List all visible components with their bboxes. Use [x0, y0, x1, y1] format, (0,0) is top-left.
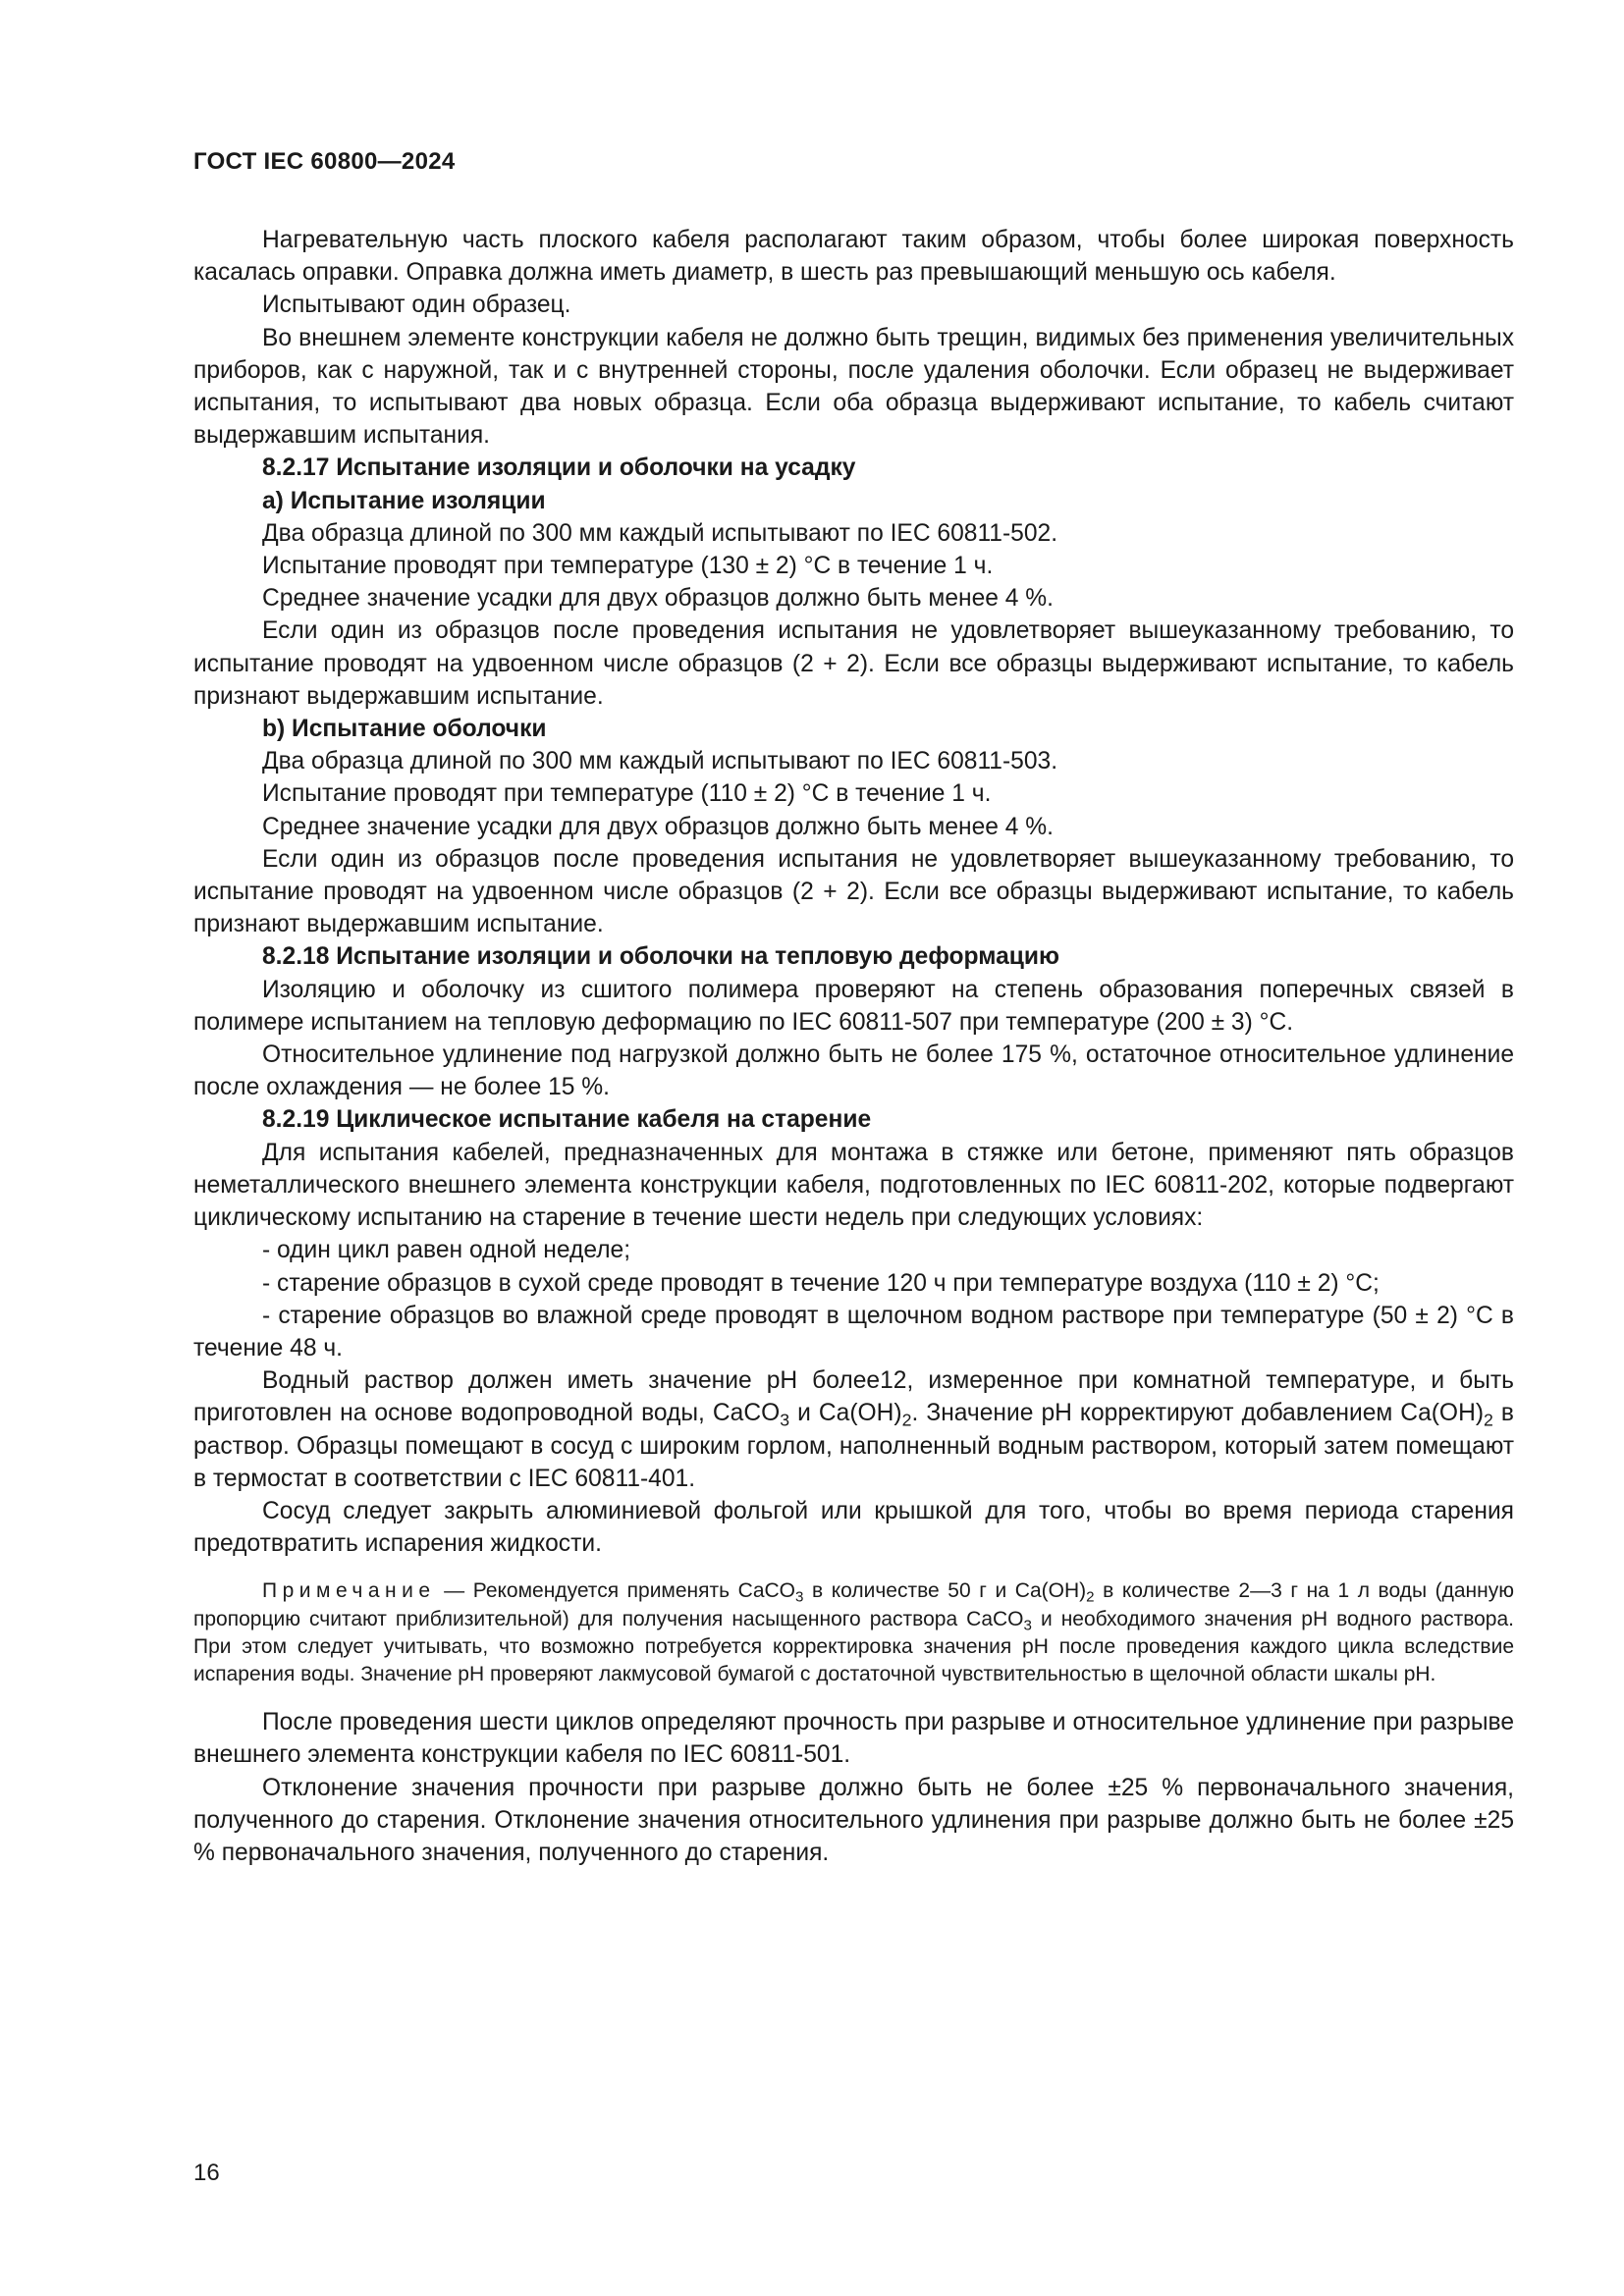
text-run: Водный раствор должен иметь значение pH более12, измеренное при комнатной температуре, и быть приготовлен на основе водопроводной воды, CaCO	[193, 1367, 1514, 1427]
text-run: и Ca(OH)	[789, 1400, 902, 1427]
section-heading-8-2-18: 8.2.18 Испытание изоляции и оболочки на тепловую деформацию	[262, 943, 1060, 971]
subscript: 3	[1023, 1617, 1032, 1634]
page-number: 16	[193, 2160, 220, 2186]
note-label: Примечание	[262, 1579, 436, 1603]
paragraph: Если один из образцов после проведения испытания не удовлетворяет вышеуказанному требованию, то испытание проводят на удвоенном числе образцов (2 + 2). Если все образцы выдерживают испытание, то кабель признают выдержавшим испытание.	[193, 845, 1514, 938]
subscript: 2	[901, 1410, 912, 1430]
subscript: 2	[1484, 1410, 1493, 1430]
paragraph: Во внешнем элементе конструкции кабеля не должно быть трещин, видимых без применения увеличительных приборов, как с наружной, так и с внутренней стороны, после удаления оболочки. Если образец не выдерживает испытания, то испытывают два новых образца. Если оба образца выдерживают испытание, то кабель считают выдержавшим испытания.	[193, 324, 1514, 450]
section-heading-8-2-19: 8.2.19 Циклическое испытание кабеля на старение	[262, 1106, 872, 1134]
subscript: 3	[780, 1410, 790, 1430]
paragraph: Сосуд следует закрыть алюминиевой фольгой или крышкой для того, чтобы во время периода старения предотвратить испарения жидкости.	[193, 1497, 1514, 1558]
list-item: - один цикл равен одной неделе;	[262, 1237, 631, 1264]
list-item: - старение образцов во влажной среде проводят в щелочном водном растворе при температуре (50 ± 2) °С в течение 48 ч.	[193, 1302, 1514, 1362]
paragraph: Два образца длиной по 300 мм каждый испытывают по IEC 60811-503.	[262, 748, 1058, 775]
paragraph-solution	[193, 1364, 1514, 1495]
document-body	[193, 224, 1514, 1869]
text-run: в количестве 2—3 г на 1 л воды (данную пропорцию считают приблизительной) для получения насыщенного раствора CaCO	[193, 1579, 1514, 1630]
paragraph: Испытание проводят при температуре (110 ± 2) °С в течение 1 ч.	[262, 780, 992, 808]
text-run: — Рекомендуется применять CaCO	[435, 1579, 796, 1603]
paragraph: Если один из образцов после проведения испытания не удовлетворяет вышеуказанному требованию, то испытание проводят на удвоенном числе образцов (2 + 2). Если все образцы выдерживают испытание, то кабель признают выдержавшим испытание.	[193, 617, 1514, 710]
list-item: - старение образцов в сухой среде проводят в течение 120 ч при температуре воздуха (110 ± 2) °С;	[262, 1269, 1380, 1297]
subscript: 2	[1086, 1588, 1095, 1606]
paragraph: Два образца длиной по 300 мм каждый испытывают по IEC 60811-502.	[262, 519, 1058, 547]
paragraph: Испытывают один образец.	[262, 292, 571, 319]
subscript: 3	[795, 1588, 804, 1606]
paragraph: Отклонение значения прочности при разрыве должно быть не более ±25 % первоначального значения, полученного до старения. Отклонение значения относительного удлинения при разрыве должно быть не более ±25 % первоначального значения, полученного до старения.	[193, 1774, 1514, 1866]
paragraph: Изоляцию и оболочку из сшитого полимера проверяют на степень образования поперечных связей в полимере испытанием на тепловую деформацию по IEC 60811-507 при температуре (200 ± 3) °С.	[193, 976, 1514, 1036]
paragraph: Среднее значение усадки для двух образцов должно быть менее 4 %.	[262, 585, 1054, 613]
paragraph: Нагревательную часть плоского кабеля располагают таким образом, чтобы более широкая поверхность касалась оправки. Оправка должна иметь диаметр, в шесть раз превышающий меньшую ось кабеля.	[193, 227, 1514, 287]
document-header: ГОСТ IEC 60800—2024	[193, 148, 456, 175]
paragraph: Относительное удлинение под нагрузкой должно быть не более 175 %, остаточное относительное удлинение после охлаждения — не более 15 %.	[193, 1041, 1514, 1101]
subsection-heading-b: b) Испытание оболочки	[262, 716, 547, 743]
text-run: в количестве 50 г и Ca(OH)	[803, 1579, 1087, 1603]
paragraph: Для испытания кабелей, предназначенных для монтажа в стяжке или бетоне, применяют пять образцов неметаллического внешнего элемента конструкции кабеля, подготовленных по IEC 60811-202, которые подвергают циклическому испытанию на старение в течение шести недель при следующих условиях:	[193, 1139, 1514, 1232]
subsection-heading-a: a) Испытание изоляции	[262, 487, 546, 514]
paragraph: Среднее значение усадки для двух образцов должно быть менее 4 %.	[262, 813, 1054, 840]
section-heading-8-2-17: 8.2.17 Испытание изоляции и оболочки на усадку	[262, 454, 856, 482]
text-run: . Значение pH корректируют добавлением Ca(OH)	[911, 1400, 1485, 1427]
text-run: в раствор. Образцы помещают в сосуд с широким горлом, наполненный водным раствором, который затем помещают в термостат в соответствии с IEC 60811-401.	[193, 1400, 1514, 1492]
paragraph: Испытание проводят при температуре (130 ± 2) °С в течение 1 ч.	[262, 553, 994, 580]
paragraph: После проведения шести циклов определяют прочность при разрыве и относительное удлинение при разрыве внешнего элемента конструкции кабеля по IEC 60811-501.	[193, 1709, 1514, 1769]
text-run: и необходимого значения pH водного раствора. При этом следует учитывать, что возможно потребуется корректировка значения pH после проведения каждого цикла вследствие испарения воды. Значение pH проверяют лакмусовой бумагой с достаточной чувствительностью в щелочной области шкалы pH.	[193, 1607, 1514, 1685]
note	[193, 1577, 1514, 1688]
